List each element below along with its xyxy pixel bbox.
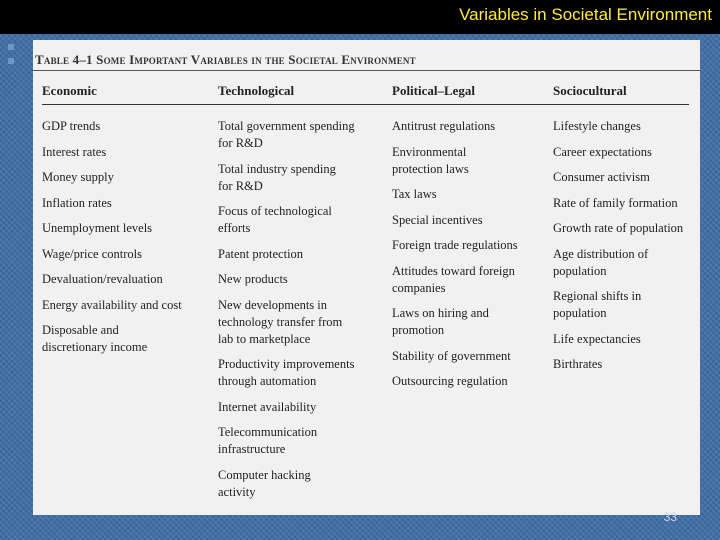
slide-decoration [8, 44, 14, 50]
table-cell: GDP trends [42, 119, 101, 133]
table-cell: Patent protection [218, 246, 304, 261]
column-items [553, 118, 698, 373]
column-header: Economic [42, 83, 97, 98]
table-cell: New products [218, 272, 288, 286]
slide-title: Variables in Societal Environment [459, 5, 712, 24]
table-cell: Devaluation/revaluation [42, 272, 163, 286]
column-header: Political–Legal [392, 83, 476, 98]
column-header: Technological [218, 83, 295, 98]
column-economic [42, 82, 212, 365]
table-cell: Growth rate of population [553, 221, 684, 235]
table-cell: Focus of technological efforts [218, 204, 332, 235]
column-header-rule [42, 104, 689, 105]
table-cell: Environmental protection laws [392, 144, 469, 176]
table-cell: Special incentives [392, 212, 483, 227]
table-cell: Age distribution of population [553, 246, 649, 278]
table-panel [33, 40, 700, 515]
table-cell: Consumer activism [553, 170, 650, 184]
table-cell: Lifestyle changes [553, 119, 641, 133]
table-cell: Tax laws [392, 187, 437, 201]
table-cell: Birthrates [553, 357, 603, 371]
column-technological [218, 82, 386, 509]
table-cell: Productivity improvements through automation [218, 357, 355, 388]
table-cell: Telecommunication infrastructure [218, 425, 318, 456]
table-cell: Career expectations [553, 144, 652, 159]
heading-rule [33, 70, 700, 71]
table-cell: Total government spending for R&D [218, 119, 355, 150]
table-cell: New developments in technology transfer from lab to marketplace [218, 297, 343, 346]
table-cell: Inflation rates [42, 195, 112, 210]
column-header: Sociocultural [553, 83, 627, 98]
table-cell: Total industry spending for R&D [218, 161, 336, 193]
table-cell: Attitudes toward foreign companies [392, 263, 515, 295]
column-items [218, 118, 386, 501]
table-cell: Internet availability [218, 399, 317, 414]
table-cell: Money supply [42, 170, 114, 184]
column-political-legal [392, 82, 547, 399]
table-cell: Computer hacking activity [218, 467, 311, 499]
table-cell: Outsourcing regulation [392, 374, 508, 388]
table-cell: Unemployment levels [42, 221, 153, 235]
table-cell: Regional shifts in population [553, 289, 642, 320]
table-cell: Interest rates [42, 144, 107, 159]
table-cell: Energy availability and cost [42, 297, 182, 312]
slide-decoration [8, 58, 14, 64]
table-cell: Wage/price controls [42, 246, 142, 261]
table-cell: Disposable and discretionary income [42, 323, 148, 354]
title-bar [0, 0, 720, 34]
table-heading: Table 4–1 Some Important Variables in the Societal Environment [35, 52, 416, 67]
table-cell: Life expectancies [553, 331, 641, 346]
table-cell: Rate of family formation [553, 195, 678, 210]
column-sociocultural [553, 82, 698, 382]
column-items [392, 118, 547, 390]
table-cell: Laws on hiring and promotion [392, 306, 489, 337]
table-cell: Foreign trade regulations [392, 238, 518, 252]
page-number: 33 [663, 510, 677, 524]
table-cell: Antitrust regulations [392, 119, 496, 133]
table-cell: Stability of government [392, 348, 511, 363]
column-items [42, 118, 212, 356]
